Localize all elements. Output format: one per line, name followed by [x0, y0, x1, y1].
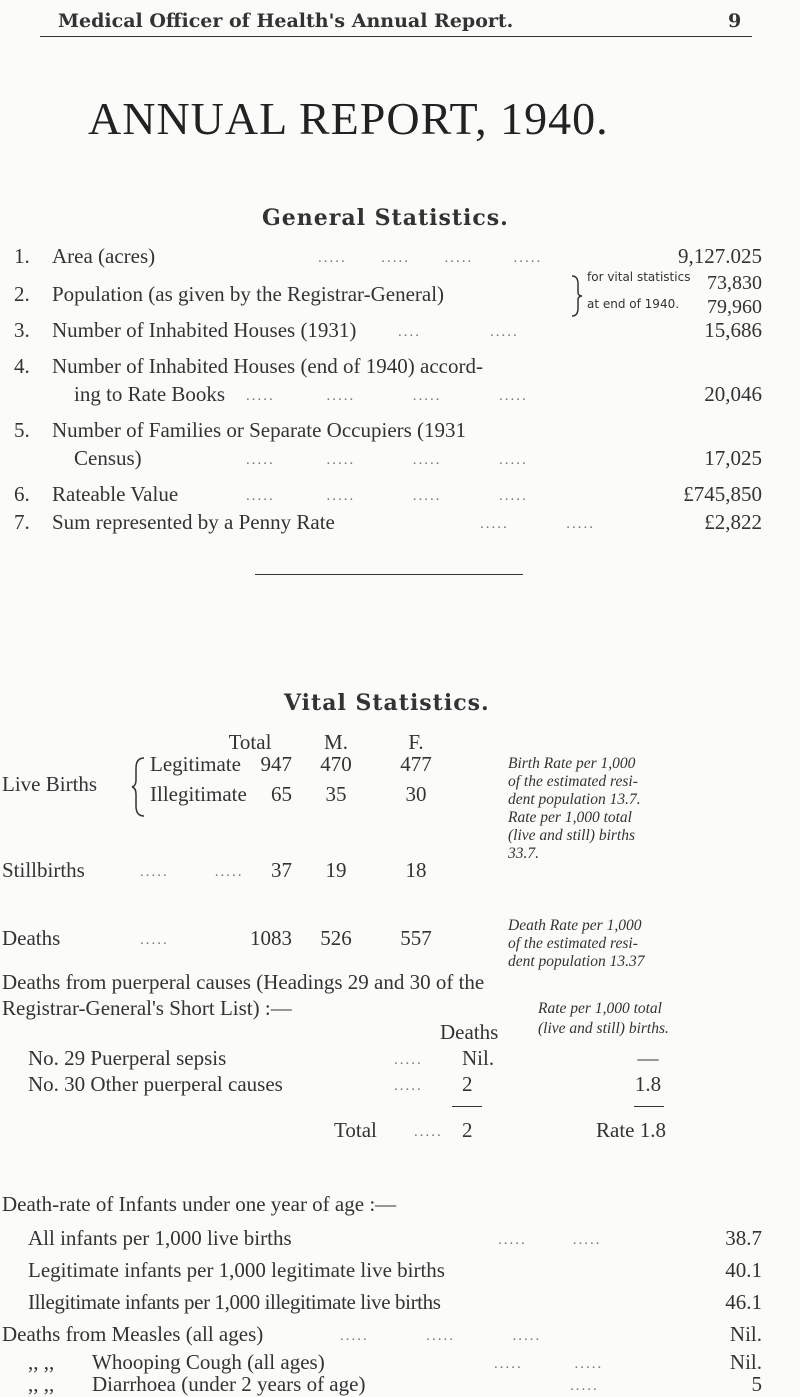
leader-dots: ..... ..... .....	[340, 1328, 542, 1344]
leader-dots: ..... ..... ..... .....	[246, 388, 528, 404]
population-value-vital: 73,830	[707, 272, 762, 294]
houses-1940-value: 20,046	[704, 382, 762, 406]
leader-dots: .....	[394, 1052, 423, 1068]
brace-icon	[130, 756, 146, 818]
death-rate-note-3: dent population 13.37	[508, 953, 645, 970]
leader-dots: ..... .....	[480, 516, 595, 532]
leader-dots: ..... .....	[498, 1232, 602, 1248]
stillbirths-male: 19	[325, 858, 347, 882]
leader-dots: .....	[394, 1078, 423, 1094]
item-number: 7.	[14, 510, 30, 534]
birth-rate-note-6: 33.7.	[508, 845, 539, 862]
legitimate-male: 470	[320, 752, 352, 776]
death-rate-note-1: Death Rate per 1,000	[508, 917, 642, 934]
leader-dots: .....	[414, 1124, 443, 1140]
whooping-label: Whooping Cough (all ages)	[92, 1350, 325, 1374]
puerperal-total-rate: Rate 1.8	[596, 1118, 666, 1142]
stillbirths-total: 37	[271, 858, 292, 882]
sum-rule	[452, 1106, 482, 1107]
illegitimate-male: 35	[325, 782, 347, 806]
item-number: 5.	[14, 418, 30, 442]
illegitimate-total: 65	[271, 782, 292, 806]
measles-label: Deaths from Measles (all ages)	[2, 1322, 264, 1346]
death-rate-note-2: of the estimated resi-	[508, 935, 638, 952]
area-label: Area (acres)	[52, 244, 156, 268]
houses-1931-label: Number of Inhabited Houses (1931)	[52, 318, 357, 342]
rateable-value: £745,850	[683, 482, 762, 506]
other-puerperal-rate: 1.8	[634, 1072, 662, 1096]
puerperal-rate-note-2: (live and still) births.	[538, 1020, 669, 1037]
col-male: M.	[324, 730, 348, 754]
deaths-total: 1083	[250, 926, 292, 950]
population-note-vital: for vital statistics	[587, 270, 691, 284]
sum-rule	[634, 1106, 664, 1107]
puerperal-rate-note-1: Rate per 1,000 total	[538, 1000, 662, 1017]
diarrhoea-value: 5	[751, 1372, 762, 1396]
running-header: Medical Officer of Health's Annual Report.	[58, 10, 514, 32]
infant-row-label: Legitimate infants per 1,000 legitimate live births	[28, 1258, 445, 1282]
infant-row-label: All infants per 1,000 live births	[28, 1226, 292, 1250]
population-value-end: 79,960	[707, 296, 762, 318]
population-label: Population (as given by the Registrar-General)	[52, 282, 445, 306]
families-label-cont: Census)	[74, 446, 142, 470]
ditto-marks: ,, ,,	[28, 1350, 55, 1374]
leader-dots: ..... ..... ..... .....	[318, 250, 543, 266]
houses-1931-value: 15,686	[704, 318, 762, 342]
puerperal-total-deaths: 2	[462, 1118, 473, 1142]
legitimate-label: Legitimate	[150, 752, 241, 776]
leader-dots: ..... .....	[140, 864, 244, 880]
deaths-column-heading: Deaths	[440, 1020, 499, 1044]
infant-row-value: 38.7	[725, 1226, 762, 1250]
birth-rate-note-5: (live and still) births	[508, 827, 636, 844]
infant-row-label: Illegitimate infants per 1,000 illegitimate live births	[28, 1290, 441, 1314]
birth-rate-note-1: Birth Rate per 1,000	[508, 755, 636, 772]
birth-rate-note-2: of the estimated resi-	[508, 773, 638, 790]
general-statistics-heading: General Statistics.	[262, 205, 509, 231]
stillbirths-female: 18	[405, 858, 427, 882]
puerperal-total-label: Total	[334, 1118, 377, 1142]
col-total: Total	[228, 730, 272, 754]
sepsis-label: No. 29 Puerperal sepsis	[28, 1046, 227, 1070]
birth-rate-note-4: Rate per 1,000 total	[508, 809, 632, 826]
item-number: 2.	[14, 282, 30, 306]
legitimate-female: 477	[400, 752, 432, 776]
ditto-marks: ,, ,,	[28, 1372, 55, 1396]
leader-dots: ..... .....	[494, 1356, 604, 1372]
infant-row-value: 46.1	[725, 1290, 762, 1314]
puerperal-intro-cont: Registrar-General's Short List) :—	[2, 996, 292, 1020]
leader-dots: .....	[570, 1378, 599, 1394]
whooping-value: Nil.	[729, 1350, 762, 1374]
leader-dots: .... .....	[398, 324, 519, 340]
houses-1940-label: Number of Inhabited Houses (end of 1940) accord-	[52, 354, 483, 378]
area-value: 9,127.025	[678, 244, 762, 268]
illegitimate-label: Illegitimate	[150, 782, 247, 806]
deaths-label: Deaths	[2, 926, 61, 950]
rateable-value-label: Rateable Value	[52, 482, 179, 506]
infant-row-value: 40.1	[725, 1258, 762, 1282]
brace-icon	[570, 274, 584, 318]
item-number: 4.	[14, 354, 30, 378]
diarrhoea-label: Diarrhoea (under 2 years of age)	[92, 1372, 366, 1396]
legitimate-total: 947	[260, 752, 292, 776]
item-number: 6.	[14, 482, 30, 506]
illegitimate-female: 30	[405, 782, 427, 806]
item-number: 3.	[14, 318, 30, 342]
birth-rate-note-3: dent population 13.7.	[508, 791, 641, 808]
leader-dots: ..... ..... ..... .....	[246, 452, 528, 468]
houses-1940-label-cont: ing to Rate Books	[74, 382, 226, 406]
families-label: Number of Families or Separate Occupiers (1931	[52, 418, 467, 442]
vital-statistics-heading: Vital Statistics.	[284, 690, 490, 716]
puerperal-intro: Deaths from puerperal causes (Headings 29 and 30 of the	[2, 970, 485, 994]
deaths-male: 526	[320, 926, 352, 950]
families-value: 17,025	[704, 446, 762, 470]
penny-rate-label: Sum represented by a Penny Rate	[52, 510, 335, 534]
other-puerperal-label: No. 30 Other puerperal causes	[28, 1072, 283, 1096]
other-puerperal-deaths: 2	[462, 1072, 473, 1096]
population-note-end: at end of 1940.	[587, 297, 680, 311]
live-births-label: Live Births	[2, 772, 98, 796]
infant-intro: Death-rate of Infants under one year of age :—	[2, 1192, 397, 1216]
item-number: 1.	[14, 244, 30, 268]
leader-dots: .....	[140, 932, 169, 948]
col-female: F.	[408, 730, 424, 754]
deaths-female: 557	[400, 926, 432, 950]
measles-value: Nil.	[729, 1322, 762, 1346]
stillbirths-label: Stillbirths	[2, 858, 85, 882]
leader-dots: ..... ..... ..... .....	[246, 488, 528, 504]
section-divider	[255, 574, 523, 575]
sepsis-rate: —	[637, 1046, 659, 1070]
report-title: ANNUAL REPORT, 1940.	[88, 93, 609, 144]
header-rule	[40, 36, 752, 37]
page-number: 9	[728, 10, 742, 32]
sepsis-deaths: Nil.	[462, 1046, 495, 1070]
penny-rate-value: £2,822	[704, 510, 762, 534]
